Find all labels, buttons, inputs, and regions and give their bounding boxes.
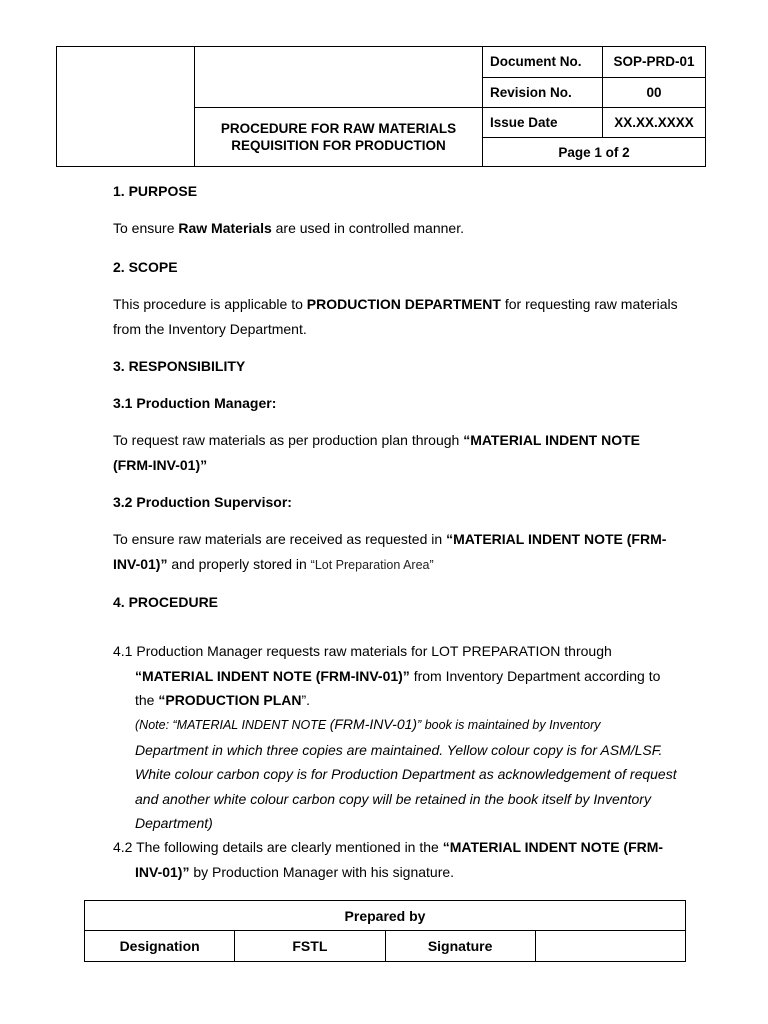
document-header-table xyxy=(56,46,706,167)
scope-line1-post: for requesting raw materials xyxy=(500,296,678,312)
procedure-note xyxy=(135,712,735,836)
p41-line2-post: from Inventory Department according to xyxy=(409,667,661,684)
scope-heading: 2. SCOPE xyxy=(113,259,178,275)
revision-no-value: 00 xyxy=(603,77,706,108)
production-supervisor-text xyxy=(113,527,666,577)
p41-line3 xyxy=(113,688,713,713)
purpose-text-bold: Raw Materials xyxy=(178,220,272,236)
issue-date-label: Issue Date xyxy=(483,108,603,138)
p41-line3-bold: “PRODUCTION PLAN xyxy=(158,692,302,708)
revision-no-label: Revision No. xyxy=(483,77,603,108)
p41-line2 xyxy=(113,664,713,689)
note-line1-b: (FRM-INV-01) xyxy=(329,716,418,732)
note-line1-c: ” book is maintained by Inventory xyxy=(417,718,601,732)
scope-line1-pre: This procedure is applicable to xyxy=(113,296,307,312)
purpose-heading: 1. PURPOSE xyxy=(113,183,198,199)
pm-line2-bold: (FRM-INV-01)” xyxy=(113,456,208,473)
document-title-line2: REQUISITION FOR PRODUCTION xyxy=(231,138,446,153)
note-line1-a: (Note: “MATERIAL INDENT NOTE xyxy=(135,718,330,732)
production-manager-text xyxy=(113,428,640,477)
logo-cell xyxy=(57,47,195,167)
note-line4: and another white colour carbon copy will be retained in the book itself by Inventory xyxy=(135,790,651,807)
p41-line2-bold: “MATERIAL INDENT NOTE (FRM-INV-01)” xyxy=(135,667,410,684)
scope-line2: from the Inventory Department. xyxy=(113,320,307,337)
purpose-text-post: are used in controlled manner. xyxy=(271,220,464,236)
p42-line1-pre: 4.2 The following details are clearly mentioned in the xyxy=(113,839,443,855)
designation-label: Designation xyxy=(85,931,235,962)
ps-line2-post: and properly stored in xyxy=(167,555,311,572)
p42-line2-bold: INV-01)” xyxy=(135,863,190,880)
document-no-label: Document No. xyxy=(483,47,603,78)
document-title xyxy=(195,108,483,167)
ps-line1-bold: “MATERIAL INDENT NOTE (FRM- xyxy=(446,531,667,547)
prepared-by-label: Prepared by xyxy=(85,901,686,931)
procedure-4-1 xyxy=(113,639,713,713)
purpose-text-pre: To ensure xyxy=(113,220,179,236)
p42-line1-bold: “MATERIAL INDENT NOTE (FRM- xyxy=(442,839,664,855)
ps-line2-bold: INV-01)” xyxy=(113,555,168,572)
p42-line2-post: by Production Manager with his signature. xyxy=(189,863,455,880)
p41-line1: 4.1 Production Manager requests raw materials for LOT PREPARATION through xyxy=(113,643,612,659)
ps-line2-quote: “Lot Preparation Area” xyxy=(310,557,434,572)
title-blank-cell xyxy=(195,47,483,108)
note-line5: Department) xyxy=(135,815,213,831)
document-no-value: SOP-PRD-01 xyxy=(603,47,706,78)
procedure-heading: 4. PROCEDURE xyxy=(113,594,219,610)
p41-line3-pre: the xyxy=(135,692,159,708)
document-title-line1: PROCEDURE FOR RAW MATERIALS xyxy=(220,121,457,136)
production-manager-heading: 3.1 Production Manager: xyxy=(113,395,277,411)
ps-line1-pre: To ensure raw materials are received as requested in xyxy=(113,531,447,547)
p41-line3-post: ”. xyxy=(301,692,311,708)
note-line3: White colour carbon copy is for Production Department as acknowledgement of request xyxy=(135,766,677,782)
signature-label: Signature xyxy=(385,931,535,962)
p42-line1 xyxy=(113,835,713,860)
scope-text xyxy=(113,292,678,341)
note-line2: Department in which three copies are maintained. Yellow colour copy is for ASM/LSF. xyxy=(135,741,663,758)
issue-date-value: XX.XX.XXXX xyxy=(603,108,706,138)
page-number: Page 1 of 2 xyxy=(483,138,706,167)
fstl-label: FSTL xyxy=(235,931,385,962)
pm-line1-bold: “MATERIAL INDENT NOTE xyxy=(463,432,641,448)
procedure-4-2 xyxy=(113,835,713,884)
production-supervisor-heading: 3.2 Production Supervisor: xyxy=(113,494,292,510)
p42-line2 xyxy=(113,860,713,885)
signature-value xyxy=(535,931,685,962)
responsibility-heading: 3. RESPONSIBILITY xyxy=(113,358,246,374)
pm-line1-pre: To request raw materials as per production plan through xyxy=(113,432,464,448)
purpose-text xyxy=(113,216,464,241)
prepared-by-table xyxy=(84,900,686,962)
note-line1 xyxy=(135,712,735,738)
scope-line1-bold: PRODUCTION DEPARTMENT xyxy=(306,296,501,312)
